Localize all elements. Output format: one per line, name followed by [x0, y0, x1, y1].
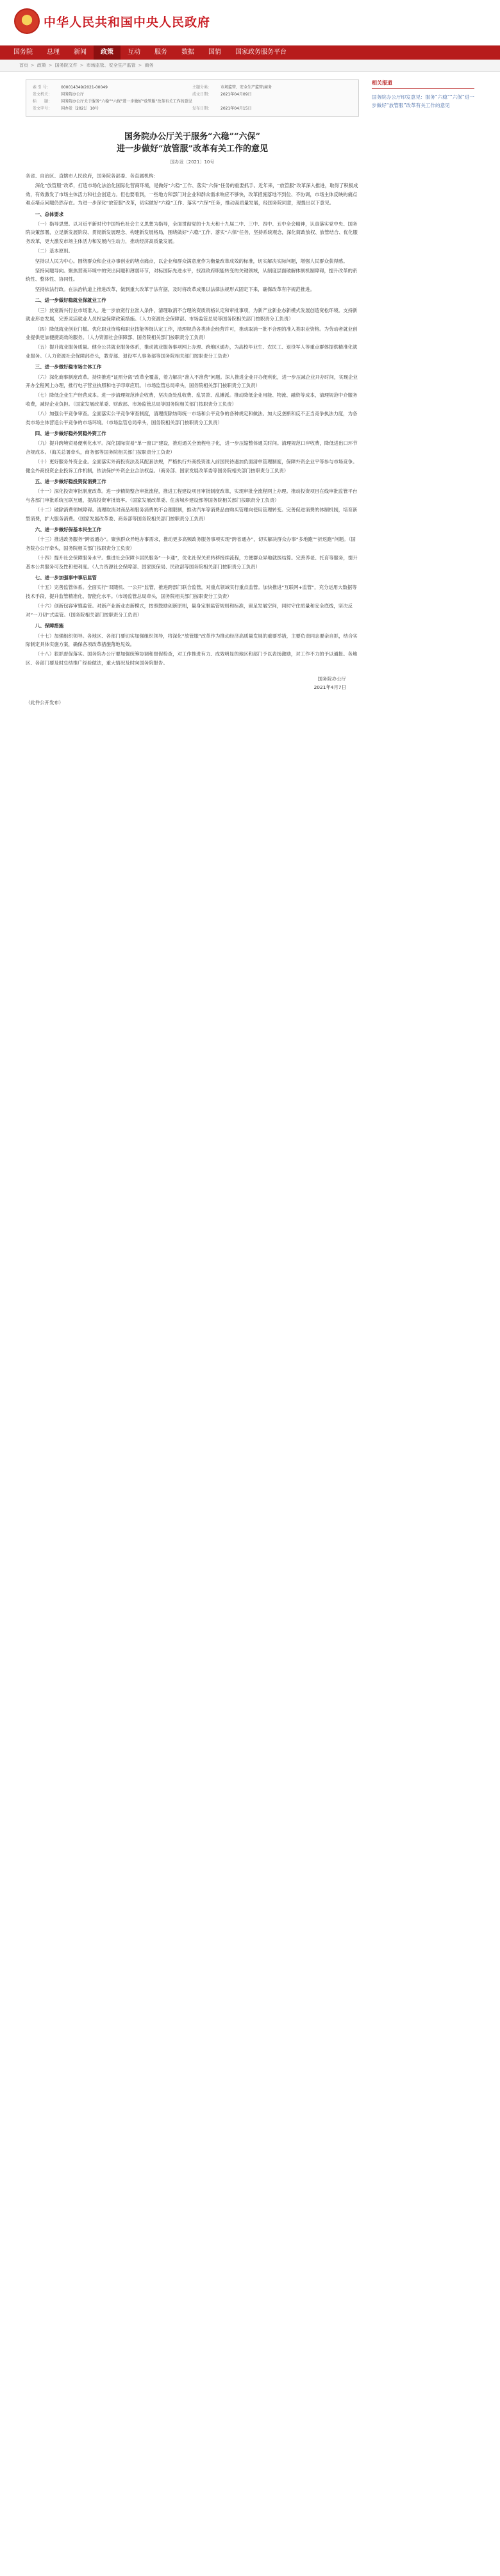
article-paragraph: 深化“放管服”改革，打造市场化法治化国际化营商环境，是做好“六稳”工作、落实“六保”任务的重要抓手。近年来，“放管服”改革深入推进，取得了积极成效，有效激发了市场主体活力和社会创造力。但也要看到，一些地方和部门对企业和群众需求响应不够快，改革措施落地不到位、不协调，市场主体反映的痛点难点堵点问题仍然存在。为进一步深化“放管服”改革，切实做好“六稳”工作、落实“六保”任务，推动高质量发展，经国务院同意，现提出以下意见。 [26, 183, 358, 206]
section-heading: 一、总体要求 [35, 211, 64, 217]
article-paragraph: （十二）破除消费领域障碍。清理取消对商品和服务消费的不合理限制，推动汽车等消费品由购买管理向使用管理转变。完善促进消费的体制机制，培育新型消费，扩大服务消费。（国家发展改革委、商务部等国务院相关部门按职责分工负责） [26, 507, 358, 522]
breadcrumb-market-regulation[interactable]: 市场监管、安全生产监管 [86, 63, 136, 68]
info-row [33, 105, 352, 112]
article-paragraph: 坚持以人民为中心。围绕群众和企业办事创业的堵点痛点，以企业和群众满意度作为衡量改革成效的标准，切实解决实际问题，增强人民群众获得感。 [35, 258, 348, 264]
info-value: 2021年04月15日 [221, 106, 252, 111]
related-news-link[interactable]: 国务院办公厅印发意见：服务“六稳”“六保”进一步做好“放管服”改革有关工作的意见 [372, 94, 475, 108]
nav-item-interaction[interactable]: 互动 [128, 49, 140, 56]
breadcrumb-separator: > [79, 63, 84, 68]
content-wrapper [26, 79, 474, 706]
breadcrumb-commerce[interactable]: 商务 [144, 63, 154, 68]
nav-item-national-info[interactable]: 国情 [208, 49, 221, 56]
article-paragraph: （八）加强公平竞争审查。全面落实公平竞争审查制度，清理废除妨碍统一市场和公平竞争的各种规定和做法。加大反垄断和反不正当竞争执法力度，为各类市场主体营造公平竞争的市场环境。（市场监管总局牵头，国务院相关部门按职责分工负责） [26, 411, 358, 425]
article-paragraph: （十四）提升社会保障服务水平。推进社会保障卡居民服务“一卡通”，优化社保关系转移接续流程，方便群众异地就医结算。完善养老、托育等服务，提升基本公共服务可及性和便利度。（人力资源社会保障部、国家医保局、民政部等国务院相关部门按职责分工负责） [26, 555, 358, 570]
article-paragraph: （十五）完善监管体系。全面实行“双随机、一公开”监管，推进跨部门联合监管，对重点领域实行重点监管。加快推进“互联网+监管”，充分运用大数据等技术手段，提升监管精准化、智能化水平。（市场监管总局牵头，国务院相关部门按职责分工负责） [26, 584, 357, 599]
info-row [33, 98, 352, 105]
article-paragraph: （十六）创新包容审慎监管。对新产业新业态新模式，按照鼓励创新原则，量身定制监管规则和标准，留足发展空间，同时守住质量和安全底线，坚决反对“一刀切”式监管。（国务院相关部门按职责分工负责） [26, 603, 353, 618]
info-label: 成文日期： [192, 92, 212, 97]
info-label: 索 引 号： [33, 85, 51, 90]
sidebar-title: 相关报道 [372, 79, 474, 89]
document-number: 国办发〔2021〕10号 [170, 160, 215, 165]
breadcrumb-policy[interactable]: 政策 [37, 63, 46, 68]
article-title [32, 131, 353, 155]
article-paragraph: （十八）狠抓督促落实。国务院办公厅要加强统筹协调和督促检查，对工作推进有力、成效明显的地区和部门予以表扬激励，对工作不力的予以通报。各地区、各部门要及时总结推广经验做法，重大情况及时向国务院报告。 [26, 651, 358, 666]
info-row [33, 84, 352, 91]
article-title-line: 进一步做好“放管服”改革有关工作的意见 [117, 144, 268, 154]
section-heading: 六、进一步做好保基本民生工作 [35, 527, 102, 533]
breadcrumb-separator: > [31, 63, 35, 68]
article-paragraph: （六）深化商事制度改革。持续推进“证照分离”改革全覆盖，着力解决“准入不准营”问题。深入推进企业开办便利化，进一步压减企业开办时间，实现企业开办全程网上办理，推行电子营业执照和电子印章应用。（市场监管总局牵头，国务院相关部门按职责分工负责） [26, 374, 358, 388]
sidebar [372, 79, 474, 706]
nav-item-premier[interactable]: 总理 [47, 49, 60, 56]
nav-item-state-council[interactable]: 国务院 [13, 49, 33, 56]
article-paragraph: （十一）深化投资审批制度改革。进一步精简整合审批流程，推进工程建设项目审批制度改革，实现审批全流程网上办理。推动投资项目在线审批监管平台与各部门审批系统互联互通，提高投资审批效率。（国家发展改革委、住房城乡建设部等国务院相关部门按职责分工负责） [26, 488, 358, 503]
article-paragraph: （一）指导思想。以习近平新时代中国特色社会主义思想为指导，全面贯彻党的十九大和十九届二中、三中、四中、五中全会精神，认真落实党中央、国务院决策部署，立足新发展阶段、贯彻新发展理念、构建新发展格局，围绕做好“六稳”工作、落实“六保”任务，坚持系统观念，深化简政放权、放管结合、优化服务改革，更大激发市场主体活力和发展内生动力，推动经济高质量发展。 [26, 221, 358, 244]
info-label: 发文机关： [33, 92, 53, 97]
breadcrumb-home[interactable]: 首页 [19, 63, 28, 68]
signature-block [26, 675, 346, 691]
section-heading: 七、进一步加强事中事后监管 [35, 575, 97, 581]
site-header [0, 0, 500, 45]
national-emblem-icon [14, 8, 40, 34]
nav-item-policy[interactable]: 政策 [94, 45, 121, 60]
article-body [26, 172, 359, 667]
issue-date: 2021年4月7日 [313, 684, 346, 691]
nav-item-news[interactable]: 新闻 [74, 49, 87, 56]
breadcrumb [0, 60, 500, 72]
article-paragraph: 坚持依法行政。在法治轨道上推进改革，做到重大改革于法有据，及时将改革成果以法律法规形式固定下来，确保改革有序规范推进。 [35, 286, 315, 292]
article-paragraph: （三）放宽新兴行业市场准入。进一步放宽行业准入条件，清理取消不合理的资质资格认定和审批事项，为新产业新业态新模式发展创造宽松环境。支持新就业形态发展，完善灵活就业人员权益保障政策措施。（人力资源社会保障部、市场监管总局等国务院相关部门按职责分工负责） [26, 307, 358, 322]
section-heading: 五、进一步做好稳投资促消费工作 [35, 479, 106, 484]
issuing-authority: 国务院办公厅 [317, 676, 346, 682]
section-heading: 四、进一步做好稳外贸稳外资工作 [35, 430, 106, 436]
breadcrumb-separator: > [48, 63, 53, 68]
article-paragraph: （二）基本原则。 [35, 248, 73, 254]
article-paragraph: （四）降低就业创业门槛。优化职业资格和职业技能等级认定工作，清理规范各类涉企经营许可，推动取消一批不合理的准入类职业资格。为劳动者就业创业提供更加便捷高效的服务。（人力资源社会保障部、国务院相关部门按职责分工负责） [26, 326, 358, 340]
info-row [33, 91, 352, 98]
breadcrumb-separator: > [138, 63, 142, 68]
info-label: 发文字号： [33, 106, 53, 111]
article-title-line: 国务院办公厅关于服务“六稳”“六保” [124, 132, 260, 142]
site-title[interactable]: 中华人民共和国中央人民政府 [44, 15, 211, 29]
info-label: 主题分类： [192, 85, 212, 90]
publication-note: （此件公开发布） [26, 700, 64, 706]
nav-item-data[interactable]: 数据 [181, 49, 194, 56]
article-paragraph: （十）更好服务外资企业。全面落实外商投资法及其配套法规，严格执行外商投资准入前国民待遇加负面清单管理制度，保障外资企业平等参与市场竞争。健全外商投资企业投诉工作机制，依法保护外资企业合法权益。（商务部、国家发展改革委等国务院相关部门按职责分工负责） [26, 459, 358, 474]
section-heading: 二、进一步做好稳就业保就业工作 [35, 297, 106, 304]
article-paragraph: 坚持问题导向。聚焦营商环境中的突出问题和薄弱环节，对标国际先进水平，找准政府职能转变的关键领域，从制度层面破解体制机制障碍，提升改革的系统性、整体性、协同性。 [26, 268, 358, 283]
main-nav [0, 45, 500, 60]
breadcrumb-state-council-files[interactable]: 国务院文件 [54, 63, 78, 68]
section-heading: 八、保障措施 [35, 623, 64, 629]
nav-item-services[interactable]: 服务 [154, 49, 167, 56]
info-value: 市场监管、安全生产监管\商务 [221, 85, 272, 90]
nav-item-gov-service-platform[interactable]: 国家政务服务平台 [235, 49, 287, 56]
article-paragraph: （五）提升就业服务质量。健全公共就业服务体系，推动就业服务事项网上办理、跨地区通办，为高校毕业生、农民工、退役军人等重点群体提供精准化就业服务。（人力资源社会保障部牵头，教育部、退役军人事务部等国务院相关部门按职责分工负责） [26, 344, 358, 359]
main-column [26, 79, 359, 706]
article-paragraph: （十七）加强组织领导。各地区、各部门要切实加强组织领导，将深化“放管服”改革作为推动经济高质量发展的重要举措，主要负责同志要亲自抓，结合实际制定具体实施方案，确保各项改革措施落地见效。 [26, 632, 358, 647]
article-paragraph: （十三）推进政务服务“跨省通办”。聚焦群众异地办事需求，推动更多高频政务服务事项实现“跨省通办”，切实解决群众办事“多地跑”“折返跑”问题。（国务院办公厅牵头，国务院相关部门按职责分工负责） [26, 536, 356, 551]
info-value: 国务院办公厅关于服务“六稳”“六保”进一步做好“放管服”改革有关工作的意见 [61, 99, 192, 104]
article-paragraph: （九）提升跨境贸易便利化水平。深化国际贸易“单一窗口”建设，推进通关全流程电子化，进一步压缩整体通关时间。清理规范口岸收费，降低进出口环节合规成本。（海关总署牵头，商务部等国务院相关部门按职责分工负责） [26, 440, 358, 455]
info-value: 国办发〔2021〕10号 [61, 106, 99, 111]
info-label: 发布日期： [192, 106, 212, 111]
document-info-table [26, 79, 359, 117]
article-paragraph: （七）降低企业生产经营成本。进一步清理规范涉企收费，坚决查处乱收费、乱罚款、乱摊派。推动降低企业用能、物流、融资等成本，清理规范中介服务收费，减轻企业负担。（国家发展改革委、财政部、市场监管总局等国务院相关部门按职责分工负责） [26, 392, 358, 407]
salutation: 各省、自治区、直辖市人民政府，国务院各部委、各直属机构： [26, 173, 158, 179]
section-heading: 三、进一步做好稳市场主体工作 [35, 364, 102, 370]
info-value: 000014349/2021-00049 [61, 85, 108, 90]
info-value: 国务院办公厅 [61, 92, 85, 97]
info-label: 标 题： [33, 99, 53, 104]
info-value: 2021年04月09日 [221, 92, 252, 97]
